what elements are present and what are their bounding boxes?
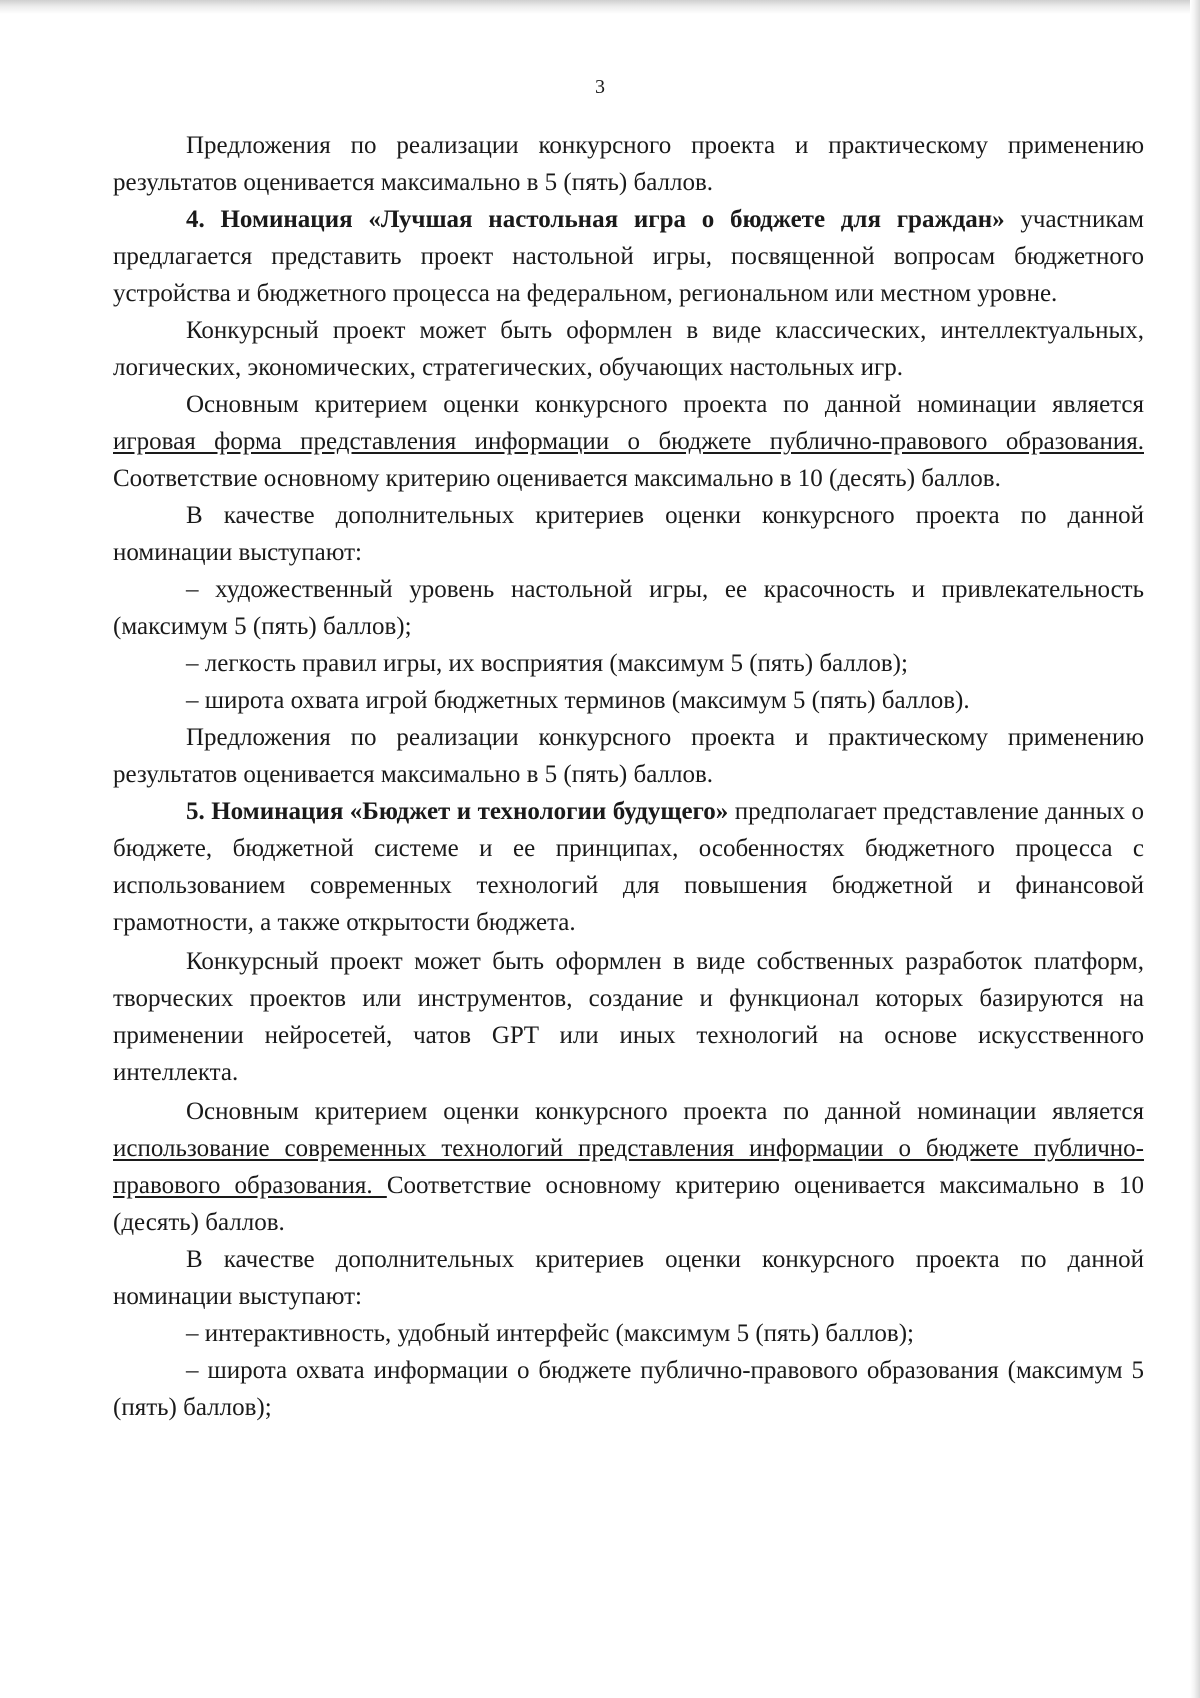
paragraph-text: предполагает представление данных о бюджете, бюджетной системе и ее принципах, особенностях бюджетного процесса с использованием современных технологий для повышения бюджетной и финансовой грамотности, а также открытости бюджета.: [113, 798, 1145, 936]
paragraph-nomination-4: [113, 201, 1144, 312]
scan-edge-top: [0, 0, 1200, 14]
paragraph-extra-criteria-intro: [113, 1241, 1144, 1315]
paragraph-text: – широта охвата информации о бюджете публично-правового образования (максимум 5 (пять) баллов);: [113, 1357, 1144, 1421]
paragraph-text: Соответствие основному критерию оценивается максимально в 10 (десять) баллов.: [113, 465, 1001, 492]
paragraph-text: Конкурсный проект может быть оформлен в виде классических, интеллектуальных, логических, экономических, стратегических, обучающих настольных игр.: [113, 317, 1144, 381]
page-number: 3: [595, 76, 605, 98]
paragraph-text: Соответствие основному критерию оценивается максимально в 10 (десять) баллов.: [113, 1172, 1145, 1236]
paragraph-text: участникам предлагается представить проект настольной игры, посвященной вопросам бюджетного устройства и бюджетного процесса на федеральном, региональном или местном уровне.: [113, 206, 1145, 307]
paragraph-text: В качестве дополнительных критериев оценки конкурсного проекта по данной номинации выступают:: [113, 502, 1144, 566]
paragraph-text: Основным критерием оценки конкурсного проекта по данной номинации является: [186, 391, 1144, 418]
paragraph-nomination-5: [113, 793, 1144, 941]
criterion-item: [113, 1352, 1144, 1426]
nomination-5-heading: 5. Номинация «Бюджет и технологии будущего»: [186, 798, 729, 825]
paragraph-text: Основным критерием оценки конкурсного проекта по данной номинации является: [186, 1098, 1144, 1125]
main-criterion-underlined: использование современных технологий представления информации о бюджете публично-правового образования.: [113, 1135, 1144, 1199]
criterion-item: [113, 571, 1144, 645]
criterion-item: [113, 645, 1144, 682]
nomination-4-heading: 4. Номинация «Лучшая настольная игра о бюджете для граждан»: [186, 206, 1005, 233]
paragraph-text: – широта охвата игрой бюджетных терминов (максимум 5 (пять) баллов).: [186, 687, 970, 714]
paragraph-text: – художественный уровень настольной игры, ее красочность и привлекательность (максимум 5 (пять) баллов);: [113, 576, 1144, 640]
paragraph-text: Конкурсный проект может быть оформлен в виде собственных разработок платформ, творческих проектов или инструментов, создание и функционал которых базируются на применении нейросетей, чатов GPT или иных технологий на основе искусственного интеллекта.: [113, 948, 1144, 1086]
document-body: [113, 127, 1144, 1426]
scan-edge-right: [1190, 0, 1200, 1698]
criterion-item: [113, 682, 1144, 719]
paragraph-text: Предложения по реализации конкурсного проекта и практическому применению результатов оценивается максимально в 5 (пять) баллов.: [113, 724, 1144, 788]
paragraph-main-criterion-4: [113, 386, 1144, 497]
paragraph-text: – интерактивность, удобный интерфейс (максимум 5 (пять) баллов);: [186, 1320, 914, 1347]
paragraph-proposals-score: [113, 127, 1144, 201]
criterion-item: [113, 1315, 1144, 1352]
paragraph-main-criterion-5: [113, 1093, 1144, 1241]
paragraph-proposals-score: [113, 719, 1144, 793]
paragraph-project-forms: [113, 943, 1144, 1091]
paragraph-text: Предложения по реализации конкурсного проекта и практическому применению результатов оценивается максимально в 5 (пять) баллов.: [113, 132, 1144, 196]
paragraph-extra-criteria-intro: [113, 497, 1144, 571]
paragraph-game-forms: [113, 312, 1144, 386]
paragraph-text: – легкость правил игры, их восприятия (максимум 5 (пять) баллов);: [186, 650, 908, 677]
paragraph-text: В качестве дополнительных критериев оценки конкурсного проекта по данной номинации выступают:: [113, 1246, 1144, 1310]
main-criterion-underlined: игровая форма представления информации о бюджете публично-правового образования.: [113, 428, 1144, 455]
